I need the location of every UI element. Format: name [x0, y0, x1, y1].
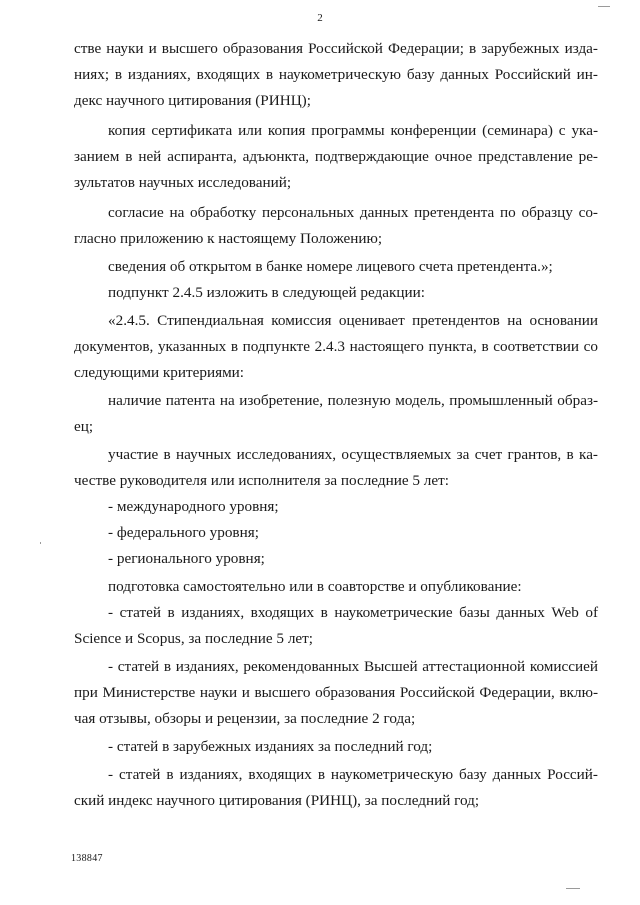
scan-mark	[598, 6, 610, 7]
scan-mark	[40, 542, 41, 544]
text-line: следующими критериями:	[74, 364, 245, 381]
text-line: участие в научных исследованиях, осуществляемых за счет грантов, в ка-	[108, 446, 598, 463]
text-line: копия сертификата или копия программы конференции (семинара) с ука-	[108, 122, 598, 139]
text-line: подпункт 2.4.5 изложить в следующей редакции:	[108, 284, 425, 301]
text-line: чая отзывы, обзоры и рецензии, за последние 2 года;	[74, 710, 416, 727]
text-line: зультатов научных исследований;	[74, 174, 292, 191]
text-line: наличие патента на изобретение, полезную модель, промышленный образ-	[108, 392, 598, 409]
list-item: - федерального уровня;	[108, 524, 259, 541]
text-line: подготовка самостоятельно или в соавторстве и опубликование:	[108, 578, 522, 595]
scan-mark	[566, 888, 580, 889]
list-item: - статей в изданиях, входящих в наукометрическую базу данных Россий-	[108, 766, 598, 783]
list-item: - статей в изданиях, входящих в наукометрические базы данных Web of	[108, 604, 598, 621]
list-item: - международного уровня;	[108, 498, 279, 515]
text-line: стве науки и высшего образования Российской Федерации; в зарубежных изда-	[74, 40, 598, 57]
list-item: - статей в зарубежных изданиях за последний год;	[108, 738, 433, 755]
document-code: 138847	[71, 853, 103, 864]
text-line: декс научного цитирования (РИНЦ);	[74, 92, 311, 109]
text-line: «2.4.5. Стипендиальная комиссия оценивает претендентов на основании	[108, 312, 598, 329]
text-line: Science и Scopus, за последние 5 лет;	[74, 630, 314, 647]
list-item: - статей в изданиях, рекомендованных Высшей аттестационной комиссией	[108, 658, 598, 675]
text-line: гласно приложению к настоящему Положению;	[74, 230, 383, 247]
text-line: честве руководителя или исполнителя за последние 5 лет:	[74, 472, 449, 489]
page-number: 2	[317, 12, 323, 24]
text-line: ец;	[74, 418, 94, 435]
text-line: документов, указанных в подпункте 2.4.3 настоящего пункта, в соответствии со	[74, 338, 598, 355]
text-line: ниях; в изданиях, входящих в наукометрическую базу данных Российский ин-	[74, 66, 598, 83]
text-line: занием в ней аспиранта, адъюнкта, подтверждающие очное представление ре-	[74, 148, 598, 165]
text-line: при Министерстве науки и высшего образования Российской Федерации, вклю-	[74, 684, 598, 701]
text-line: сведения об открытом в банке номере лицевого счета претендента.»;	[108, 258, 553, 275]
text-line: ский индекс научного цитирования (РИНЦ), за последний год;	[74, 792, 480, 809]
text-line: согласие на обработку персональных данных претендента по образцу со-	[108, 204, 598, 221]
list-item: - регионального уровня;	[108, 550, 265, 567]
